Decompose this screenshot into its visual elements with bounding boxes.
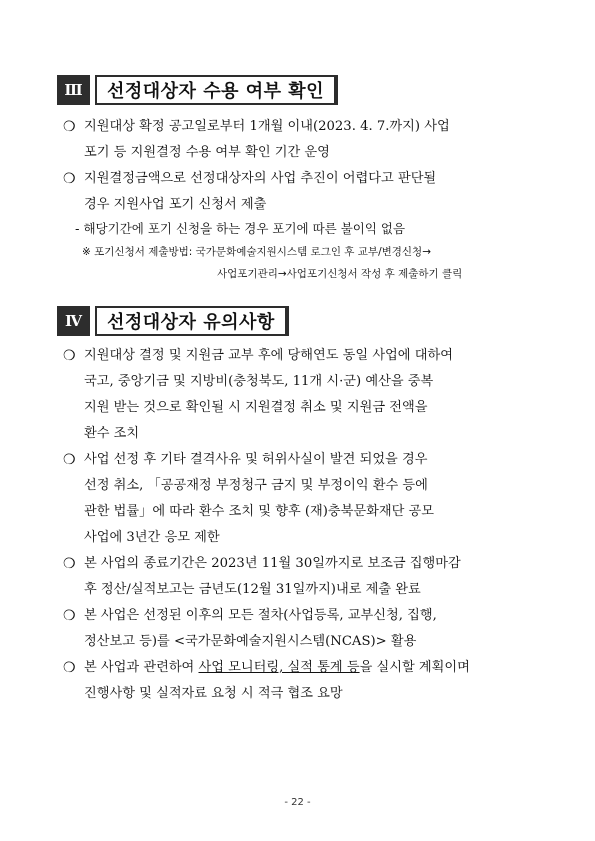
s4-item5-line1 xyxy=(84,655,470,681)
s4-item3-line1: 본 사업의 종료기간은 2023년 11월 30일까지로 보조금 집행마감 xyxy=(84,556,461,571)
s4-item1-line2: 국고, 중앙기금 및 지방비(충청북도, 11개 시·군) 예산을 중복 xyxy=(84,374,434,389)
s4-item5-underlined: 사업 모니터링, 실적 통계 등 xyxy=(198,660,360,675)
s3-item1-line2: 포기 등 지원결정 수용 여부 확인 기간 운영 xyxy=(84,145,330,160)
bullet-icon: ❍ xyxy=(63,171,76,187)
s4-item2-line2: 선정 취소, 「공공재정 부정청구 금지 및 부정이익 환수 등에 xyxy=(84,478,428,493)
s4-item5-post: 을 실시할 계획이며 xyxy=(359,660,470,675)
section-4-title: 선정대상자 유의사항 xyxy=(95,306,289,336)
s4-item5-line2: 진행사항 및 실적자료 요청 시 적극 협조 요망 xyxy=(84,686,343,701)
section-4-numeral: Ⅳ xyxy=(57,306,90,336)
bullet-icon: ❍ xyxy=(63,452,76,468)
s4-item5-pre: 본 사업과 관련하여 xyxy=(84,660,199,675)
section-4-header xyxy=(57,306,289,336)
s4-item4-line2: 정산보고 등)를 <국가문화예술지원시스템(NCAS)> 활용 xyxy=(84,634,417,649)
section-3-header xyxy=(57,75,338,105)
section-3-title: 선정대상자 수용 여부 확인 xyxy=(95,75,338,105)
bullet-icon: ❍ xyxy=(63,119,76,135)
s4-item3-line2: 후 정산/실적보고는 금년도(12월 31일까지)내로 제출 완료 xyxy=(84,582,421,597)
bullet-icon: ❍ xyxy=(63,556,76,572)
bullet-icon: ❍ xyxy=(63,348,76,364)
s3-item2-line1: 지원결정금액으로 선정대상자의 사업 추진이 어렵다고 판단될 xyxy=(84,171,437,186)
bullet-icon: ❍ xyxy=(63,608,76,624)
s4-item1-line3: 지원 받는 것으로 확인될 시 지원결정 취소 및 지원금 전액을 xyxy=(84,400,428,415)
s3-note-line2: 사업포기관리→사업포기신청서 작성 후 제출하기 클릭 xyxy=(217,268,463,280)
s3-note-line1: ※ 포기신청서 제출방법: 국가문화예술지원시스템 로그인 후 교부/변경신청→ xyxy=(82,246,431,258)
s4-item1-line4: 환수 조치 xyxy=(84,426,140,441)
section-3-numeral: Ⅲ xyxy=(57,75,90,105)
s3-item1-line1: 지원대상 확정 공고일로부터 1개월 이내(2023. 4. 7.까지) 사업 xyxy=(84,119,450,134)
s3-dash-note: - 해당기간에 포기 신청을 하는 경우 포기에 따른 불이익 없음 xyxy=(75,221,406,236)
bullet-icon: ❍ xyxy=(63,660,76,676)
s4-item2-line4: 사업에 3년간 응모 제한 xyxy=(84,530,220,545)
s4-item2-line1: 사업 선정 후 기타 결격사유 및 허위사실이 발견 되었을 경우 xyxy=(84,452,428,467)
s4-item1-line1: 지원대상 결정 및 지원금 교부 후에 당해연도 동일 사업에 대하여 xyxy=(84,348,453,363)
s4-item4-line1: 본 사업은 선정된 이후의 모든 절차(사업등록, 교부신청, 집행, xyxy=(84,608,437,623)
s3-item2-line2: 경우 지원사업 포기 신청서 제출 xyxy=(84,197,267,212)
page-number: - 22 - xyxy=(284,797,311,808)
s4-item2-line3: 관한 법률」에 따라 환수 조치 및 향후 (재)충북문화재단 공모 xyxy=(84,504,435,519)
